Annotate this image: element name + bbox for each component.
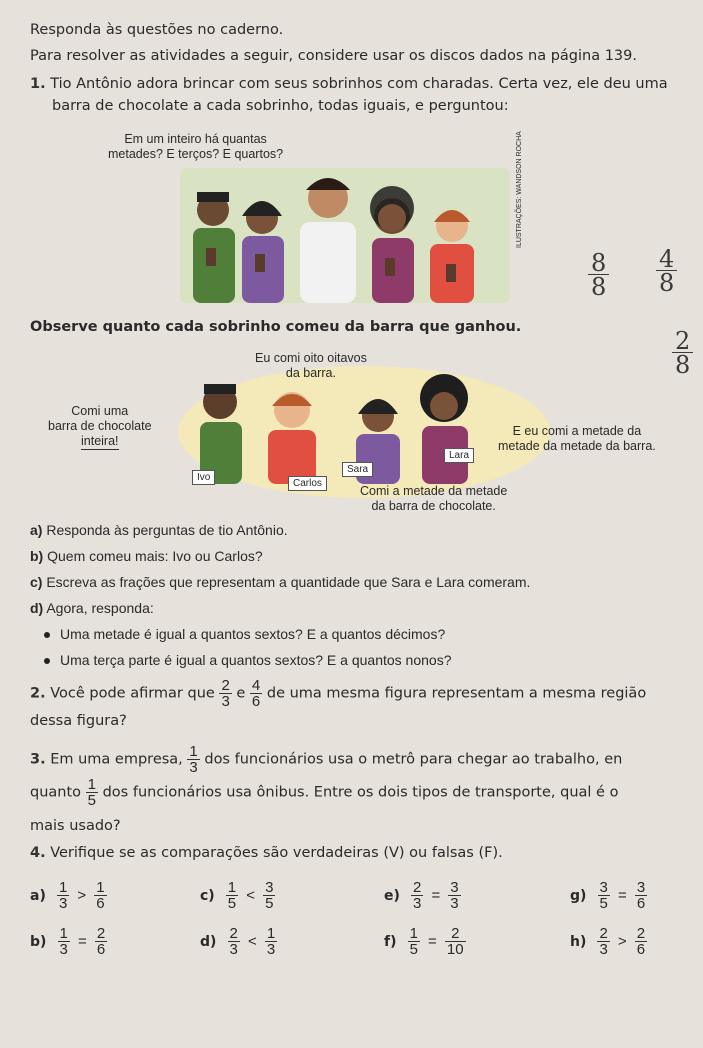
- bullet-item-2: Uma terça parte é igual a quantos sextos? E a quantos nonos?: [44, 652, 451, 668]
- item-b: b) Quem comeu mais: Ivo ou Carlos?: [30, 548, 263, 564]
- instruction-line-2: Para resolver as atividades a seguir, considere usar os discos dados na página 139.: [30, 48, 637, 64]
- item-d: d) Agora, responda:: [30, 600, 154, 616]
- comparison-item: h) $\frac{2}{3}$ > $\frac{2}{6}$: [570, 925, 646, 958]
- fraction: $\frac{4}{6}$: [251, 677, 261, 710]
- carlos-speech: Eu comi oito oitavos da barra.: [255, 351, 367, 380]
- question-number: 1.: [30, 76, 46, 92]
- question-1-text-2: barra de chocolate a cada sobrinho, todas iguais, e perguntou:: [52, 98, 509, 114]
- family-illustration: [180, 168, 510, 303]
- name-tag-ivo: Ivo: [192, 470, 215, 485]
- bullet-item-1: Uma metade é igual a quantos sextos? E a quantos décimos?: [44, 626, 445, 642]
- name-tag-carlos: Carlos: [288, 476, 327, 491]
- instruction-line: Responda às questões no caderno.: [30, 22, 284, 38]
- comparison-item: b) $\frac{1}{3}$ = $\frac{2}{6}$: [30, 925, 106, 958]
- fraction: $\frac{1}{5}$: [87, 776, 96, 809]
- question-2-text-2: dessa figura?: [30, 713, 127, 729]
- comparison-item: c) $\frac{1}{5}$ < $\frac{3}{5}$: [200, 879, 274, 912]
- uncle-speech-bubble: Em um inteiro há quantas metades? E terços? E quartos?: [108, 132, 284, 161]
- illustration-credit: ILUSTRAÇÕES: WANDSON ROCHA: [516, 131, 523, 248]
- lara-speech: E eu comi a metade da metade da metade da barra.: [498, 424, 656, 453]
- name-tag-lara: Lara: [444, 448, 474, 463]
- question-2-text: 2. Você pode afirmar que $\frac{2}{3}$ e $\frac{4}{6}$ de uma mesma figura representam a mesma região: [30, 677, 647, 710]
- question-1-text: 1. Tio Antônio adora brincar com seus sobrinhos com charadas. Certa vez, ele deu uma: [30, 76, 668, 92]
- question-3-text-3: mais usado?: [30, 818, 121, 834]
- observe-instruction: Observe quanto cada sobrinho comeu da barra que ganhou.: [30, 319, 522, 335]
- name-tag-sara: Sara: [342, 462, 373, 477]
- comparison-item: d) $\frac{2}{3}$ < $\frac{1}{3}$: [200, 925, 276, 958]
- handwritten-fraction: 8 8: [588, 252, 609, 299]
- item-a: a) Responda às perguntas de tio Antônio.: [30, 522, 288, 538]
- question-3-text-2: quanto $\frac{1}{5}$ dos funcionários usa ônibus. Entre os dois tipos de transporte, qual é o: [30, 776, 619, 809]
- comparison-item: e) $\frac{2}{3}$ = $\frac{3}{3}$: [384, 879, 459, 912]
- question-4-text: 4. Verifique se as comparações são verdadeiras (V) ou falsas (F).: [30, 845, 503, 861]
- comparison-item: f) $\frac{1}{5}$ = $\frac{2}{10}$: [384, 925, 464, 958]
- comparison-item: a) $\frac{1}{3}$ > $\frac{1}{6}$: [30, 879, 105, 912]
- kids-illustration: [190, 372, 490, 492]
- fraction: $\frac{2}{3}$: [221, 677, 230, 710]
- question-3-text: 3. Em uma empresa, $\frac{1}{3}$ dos funcionários usa o metrô para chegar ao trabalho, en: [30, 743, 623, 776]
- handwritten-fraction: 4 8: [656, 248, 677, 295]
- fraction: $\frac{1}{3}$: [189, 743, 198, 776]
- sara-speech: Comi a metade da metade da barra de chocolate.: [360, 484, 508, 513]
- handwritten-fraction: 2 8: [672, 330, 693, 377]
- ivo-speech: Comi uma barra de chocolate inteira!: [48, 404, 152, 448]
- comparison-item: g) $\frac{3}{5}$ = $\frac{3}{6}$: [570, 879, 646, 912]
- item-c: c) Escreva as frações que representam a quantidade que Sara e Lara comeram.: [30, 574, 531, 590]
